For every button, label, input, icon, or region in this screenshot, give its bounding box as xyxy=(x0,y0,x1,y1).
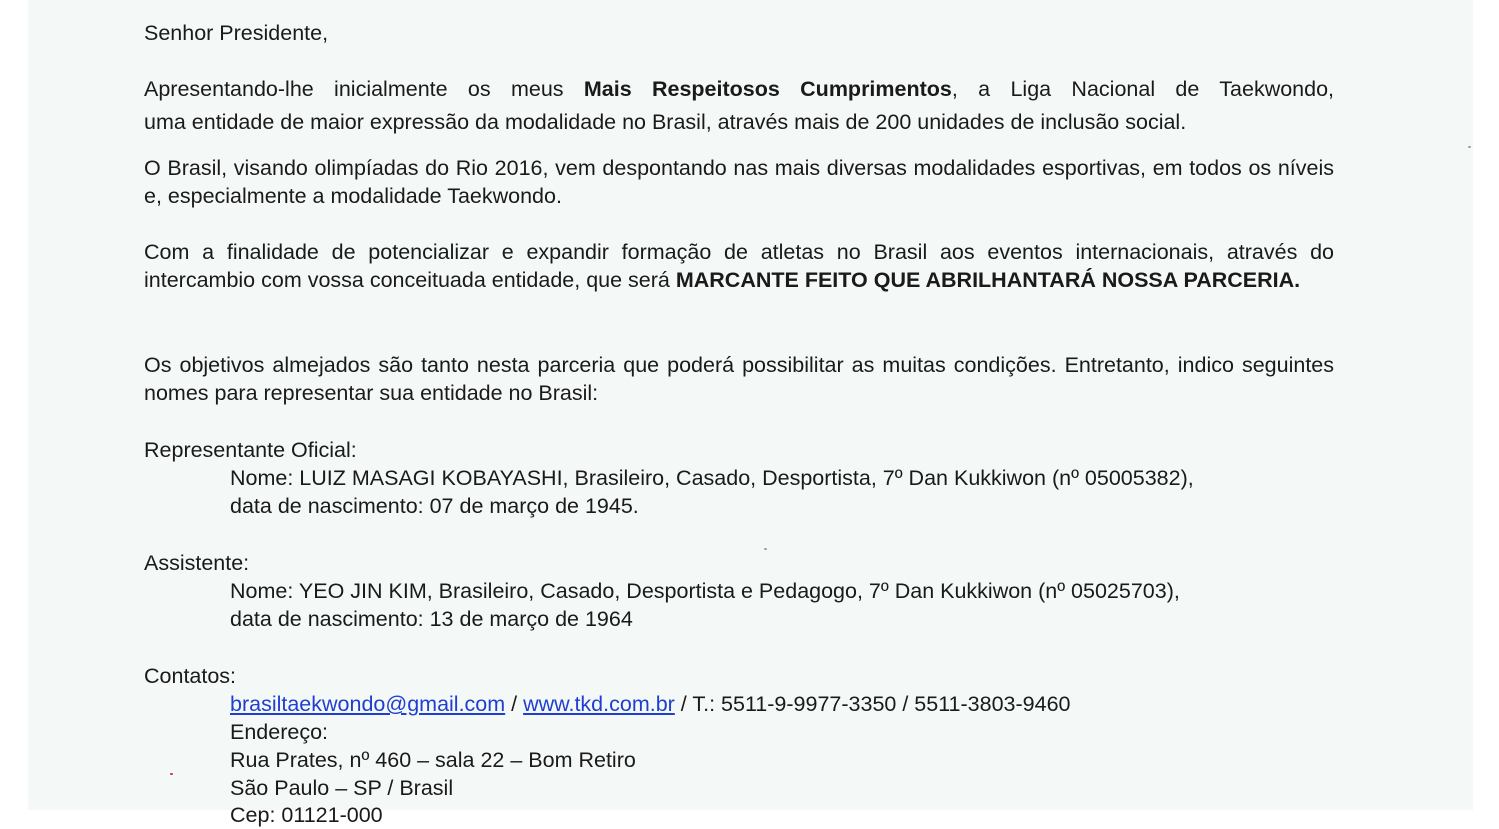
contacts-separator: / xyxy=(505,692,524,716)
address-line-2: São Paulo – SP / Brasil xyxy=(230,776,454,800)
official-heading: Representante Oficial: xyxy=(144,438,357,462)
phone-numbers: / T.: 5511-9-9977-3350 / 5511-3803-9460 xyxy=(674,692,1071,716)
scan-speck xyxy=(1468,146,1471,148)
assistant-name-line: Nome: YEO JIN KIM, Brasileiro, Casado, Desportista e Pedagogo, 7º Dan Kukkiwon (nº 05025703), xyxy=(230,579,1180,603)
assistant-heading: Assistente: xyxy=(144,551,250,575)
salutation: Senhor Presidente, xyxy=(144,21,329,45)
olympics-paragraph: O Brasil, visando olimpíadas do Rio 2016, vem despontando nas mais diversas modalidades esportivas, em todos os níveis e, especialmente a modalidade Taekwondo. xyxy=(144,156,1334,208)
cep-line: Cep: 01121-000 xyxy=(230,803,383,827)
official-birth-line: data de nascimento: 07 de março de 1945. xyxy=(230,494,639,518)
scan-left-margin xyxy=(0,0,28,810)
intro-bold-greeting: Mais Respeitosos Cumprimentos xyxy=(583,77,952,101)
purpose-paragraph xyxy=(144,238,1334,294)
intro-line-2: uma entidade de maior expressão da modalidade no Brasil, através mais de 200 unidades de inclusão social. xyxy=(144,110,1187,134)
email-link[interactable]: brasiltaekwondo@gmail.com xyxy=(230,692,506,716)
official-name-line: Nome: LUIZ MASAGI KOBAYASHI, Brasileiro, Casado, Desportista, 7º Dan Kukkiwon (nº 05005382), xyxy=(230,466,1194,490)
purpose-text: Com a finalidade de potencializar e expandir formação de atletas no Brasil aos eventos internacionais, através do intercambio com vossa conceituada entidade, que será xyxy=(144,240,1334,292)
contacts-line xyxy=(144,690,1334,718)
intro-text: Apresentando-lhe inicialmente os meus xyxy=(144,77,584,101)
objectives-paragraph: Os objetivos almejados são tanto nesta parceria que poderá possibilitar as muitas condições. Entretanto, indico seguintes nomes para representar sua entidade no Brasil: xyxy=(144,353,1334,405)
address-line-1: Rua Prates, nº 460 – sala 22 – Bom Retiro xyxy=(230,748,636,772)
assistant-birth-line: data de nascimento: 13 de março de 1964 xyxy=(230,607,633,631)
contacts-heading: Contatos: xyxy=(144,664,237,688)
purpose-bold: MARCANTE FEITO QUE ABRILHANTARÁ NOSSA PARCERIA. xyxy=(675,268,1301,292)
website-link[interactable]: www.tkd.com.br xyxy=(523,692,675,716)
address-label: Endereço: xyxy=(230,720,329,744)
intro-line-1 xyxy=(144,75,1334,103)
intro-text-after: , a Liga Nacional de Taekwondo, xyxy=(951,77,1335,101)
scan-right-margin xyxy=(1473,0,1499,810)
